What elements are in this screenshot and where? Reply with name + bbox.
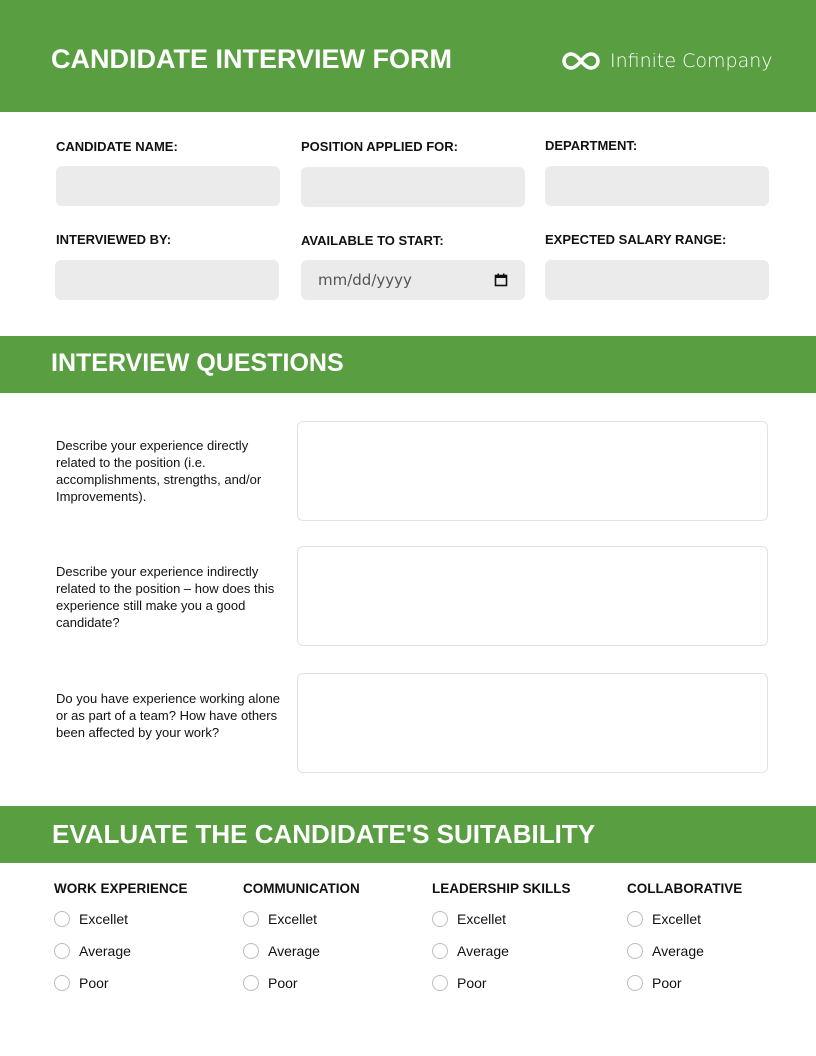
option-label: Excellet (79, 911, 129, 927)
candidate-name-label: CANDIDATE NAME: (56, 139, 178, 154)
option-label: Excellet (268, 911, 318, 927)
option-label: Poor (652, 975, 682, 991)
option-label: Poor (268, 975, 298, 991)
available-to-start-input[interactable] (301, 260, 525, 300)
evaluation-category: LEADERSHIP SKILLS (432, 881, 571, 896)
radio-button[interactable] (627, 975, 643, 991)
infinity-icon (560, 50, 602, 72)
evaluation-title: EVALUATE THE CANDIDATE'S SUITABILITY (52, 819, 596, 849)
department-input[interactable] (545, 166, 769, 206)
radio-button[interactable] (243, 911, 259, 927)
available-to-start-label: AVAILABLE TO START: (301, 233, 444, 248)
candidate-name-input[interactable] (56, 166, 280, 206)
radio-button[interactable] (243, 975, 259, 991)
evaluation-category: COMMUNICATION (243, 881, 360, 896)
position-label: POSITION APPLIED FOR: (301, 139, 458, 154)
evaluation-option[interactable] (54, 943, 131, 959)
question-1: Describe your experience directly related to the position (i.e. accomplishments, strengths, and/or Improvements). (56, 438, 262, 504)
interviewed-by-label: INTERVIEWED BY: (56, 232, 172, 247)
salary-range-label: EXPECTED SALARY RANGE: (545, 232, 727, 247)
option-label: Poor (79, 975, 109, 991)
option-label: Average (652, 943, 704, 959)
company-logo (560, 50, 773, 72)
evaluation-banner (0, 806, 816, 863)
option-label: Average (79, 943, 131, 959)
option-label: Excellet (652, 911, 702, 927)
department-label: DEPARTMENT: (545, 138, 638, 153)
questions-title: INTERVIEW QUESTIONS (51, 349, 344, 377)
interviewed-by-input[interactable] (55, 260, 279, 300)
question-3: Do you have experience working alone or as part of a team? How have others been affected by your work? (56, 691, 281, 740)
date-placeholder: mm/dd/yyyy (318, 271, 412, 289)
option-label: Excellet (457, 911, 507, 927)
evaluation-category: WORK EXPERIENCE (54, 881, 188, 896)
questions-banner (0, 336, 816, 393)
evaluation-option[interactable] (243, 975, 298, 991)
question-2: Describe your experience indirectly related to the position – how does this experience still make you a good candidate? (56, 564, 275, 630)
option-label: Average (457, 943, 509, 959)
radio-button[interactable] (54, 911, 70, 927)
radio-button[interactable] (54, 943, 70, 959)
radio-button[interactable] (243, 943, 259, 959)
radio-button[interactable] (54, 975, 70, 991)
option-label: Poor (457, 975, 487, 991)
radio-button[interactable] (432, 943, 448, 959)
evaluation-option[interactable] (432, 943, 509, 959)
evaluation-option[interactable] (243, 943, 320, 959)
evaluation-option[interactable] (432, 975, 487, 991)
evaluation-option[interactable] (432, 911, 506, 927)
radio-button[interactable] (627, 943, 643, 959)
evaluation-option[interactable] (627, 975, 682, 991)
radio-button[interactable] (432, 975, 448, 991)
answer-2-textarea[interactable] (297, 546, 768, 646)
calendar-icon[interactable] (494, 273, 508, 287)
salary-range-input[interactable] (545, 260, 769, 300)
evaluation-option[interactable] (243, 911, 317, 927)
radio-button[interactable] (627, 911, 643, 927)
logo-text: Infinite Company (610, 50, 773, 72)
answer-1-textarea[interactable] (297, 421, 768, 521)
radio-button[interactable] (432, 911, 448, 927)
evaluation-option[interactable] (54, 911, 128, 927)
option-label: Average (268, 943, 320, 959)
evaluation-option[interactable] (627, 911, 701, 927)
evaluation-category: COLLABORATIVE (627, 881, 743, 896)
form-title: CANDIDATE INTERVIEW FORM (51, 44, 452, 74)
position-input[interactable] (301, 167, 525, 207)
answer-3-textarea[interactable] (297, 673, 768, 773)
evaluation-option[interactable] (627, 943, 704, 959)
evaluation-option[interactable] (54, 975, 109, 991)
header-banner (0, 0, 816, 112)
